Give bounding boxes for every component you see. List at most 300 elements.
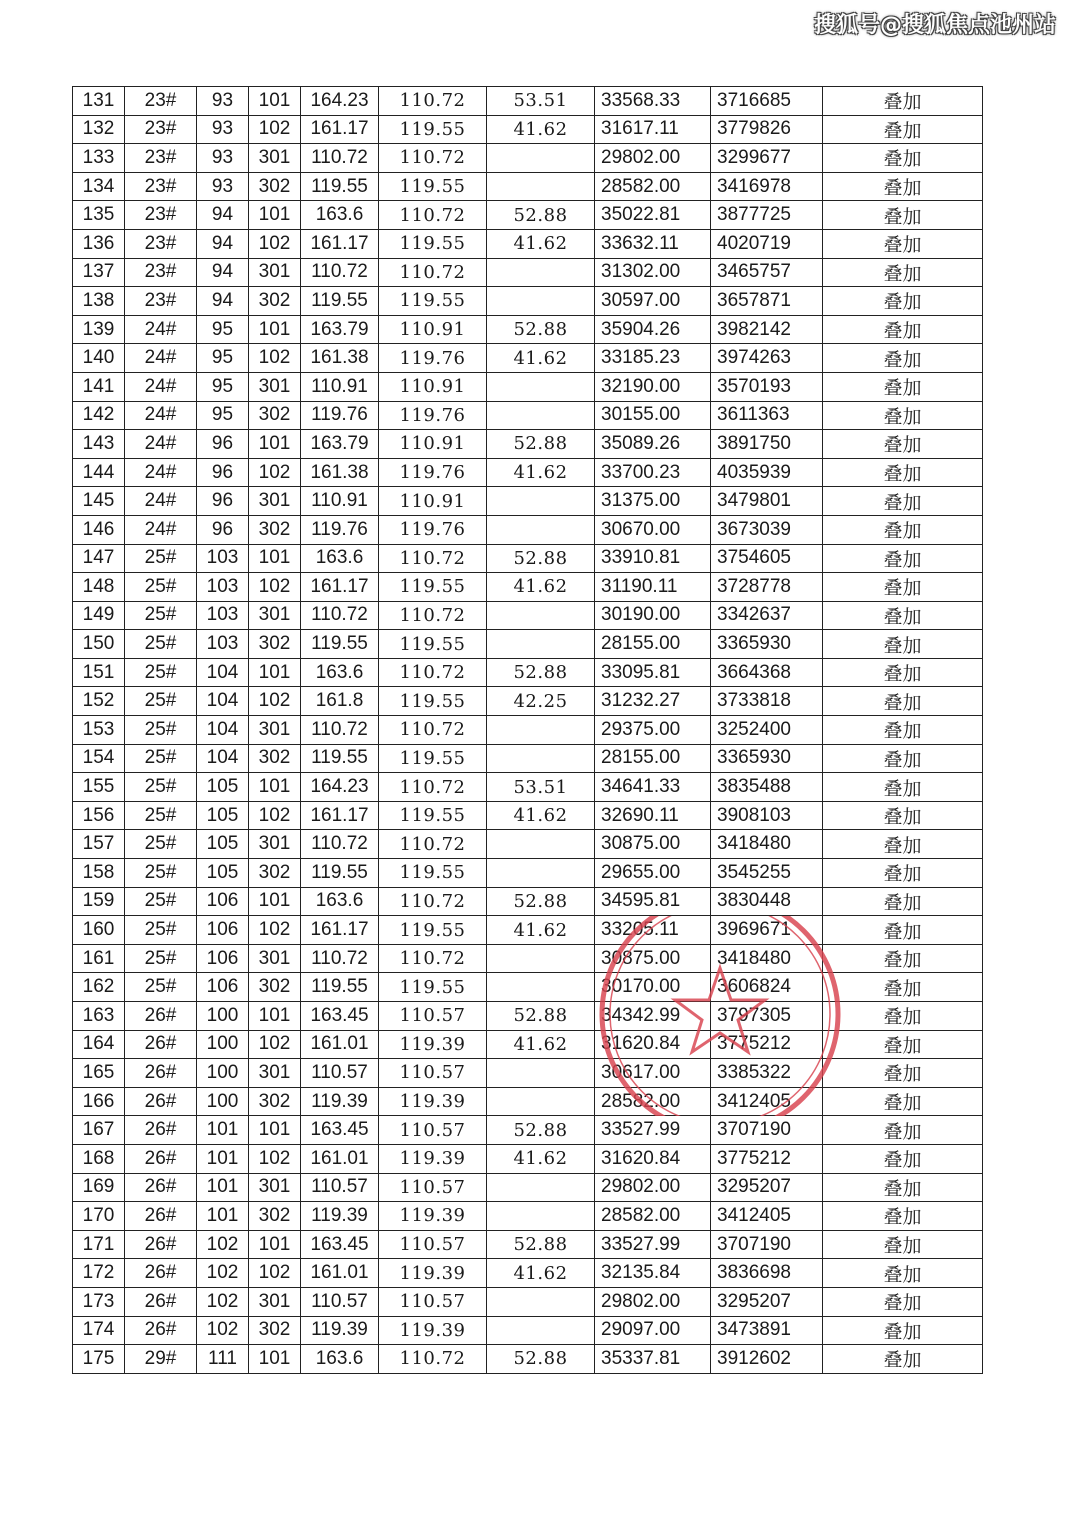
cell-inner-area: 110.72 bbox=[379, 601, 487, 630]
cell-shared-area bbox=[487, 258, 595, 287]
cell-total-price: 3754605 bbox=[711, 544, 823, 573]
cell-area: 119.39 bbox=[301, 1202, 379, 1231]
cell-type: 叠加 bbox=[823, 172, 983, 201]
cell-unit-price: 31232.27 bbox=[595, 687, 711, 716]
cell-building: 25# bbox=[125, 830, 197, 859]
cell-unit-price: 31190.11 bbox=[595, 573, 711, 602]
cell-total-price: 3775212 bbox=[711, 1030, 823, 1059]
cell-room: 102 bbox=[249, 1144, 301, 1173]
cell-shared-area: 41.62 bbox=[487, 458, 595, 487]
cell-unit-price: 31617.11 bbox=[595, 115, 711, 144]
table-row bbox=[73, 716, 983, 745]
cell-area: 163.45 bbox=[301, 1002, 379, 1031]
cell-shared-area: 52.88 bbox=[487, 1116, 595, 1145]
cell-room: 302 bbox=[249, 1316, 301, 1345]
cell-total-price: 3877725 bbox=[711, 201, 823, 230]
cell-area: 110.72 bbox=[301, 830, 379, 859]
cell-unit: 106 bbox=[197, 887, 249, 916]
cell-inner-area: 119.55 bbox=[379, 287, 487, 316]
cell-building: 25# bbox=[125, 687, 197, 716]
cell-shared-area bbox=[487, 944, 595, 973]
cell-room: 301 bbox=[249, 487, 301, 516]
cell-unit: 104 bbox=[197, 716, 249, 745]
cell-total-price: 3545255 bbox=[711, 859, 823, 888]
cell-type: 叠加 bbox=[823, 515, 983, 544]
cell-area: 110.72 bbox=[301, 944, 379, 973]
table-row bbox=[73, 144, 983, 173]
cell-unit: 93 bbox=[197, 144, 249, 173]
cell-inner-area: 110.72 bbox=[379, 87, 487, 116]
cell-seq: 159 bbox=[73, 887, 125, 916]
cell-seq: 153 bbox=[73, 716, 125, 745]
cell-room: 102 bbox=[249, 344, 301, 373]
table-row bbox=[73, 973, 983, 1002]
cell-seq: 164 bbox=[73, 1030, 125, 1059]
cell-unit-price: 30190.00 bbox=[595, 601, 711, 630]
cell-unit-price: 33527.99 bbox=[595, 1230, 711, 1259]
cell-total-price: 3606824 bbox=[711, 973, 823, 1002]
cell-building: 26# bbox=[125, 1202, 197, 1231]
table-row bbox=[73, 1030, 983, 1059]
cell-shared-area: 41.62 bbox=[487, 801, 595, 830]
cell-shared-area bbox=[487, 487, 595, 516]
cell-room: 102 bbox=[249, 573, 301, 602]
watermark-text: 搜狐号@搜狐焦点池州站 bbox=[813, 13, 1056, 38]
cell-unit: 100 bbox=[197, 1087, 249, 1116]
cell-inner-area: 110.72 bbox=[379, 258, 487, 287]
cell-building: 25# bbox=[125, 630, 197, 659]
cell-total-price: 3412405 bbox=[711, 1087, 823, 1116]
cell-unit-price: 34641.33 bbox=[595, 773, 711, 802]
cell-room: 101 bbox=[249, 887, 301, 916]
cell-unit-price: 31620.84 bbox=[595, 1144, 711, 1173]
table-row bbox=[73, 1059, 983, 1088]
cell-area: 119.55 bbox=[301, 172, 379, 201]
cell-type: 叠加 bbox=[823, 1002, 983, 1031]
table-row bbox=[73, 1116, 983, 1145]
cell-inner-area: 110.57 bbox=[379, 1059, 487, 1088]
table-row bbox=[73, 1230, 983, 1259]
cell-inner-area: 119.39 bbox=[379, 1202, 487, 1231]
cell-building: 24# bbox=[125, 315, 197, 344]
cell-seq: 131 bbox=[73, 87, 125, 116]
cell-unit: 96 bbox=[197, 458, 249, 487]
cell-unit: 103 bbox=[197, 544, 249, 573]
cell-unit: 101 bbox=[197, 1144, 249, 1173]
cell-total-price: 3733818 bbox=[711, 687, 823, 716]
cell-room: 302 bbox=[249, 630, 301, 659]
cell-seq: 145 bbox=[73, 487, 125, 516]
cell-room: 301 bbox=[249, 258, 301, 287]
cell-room: 102 bbox=[249, 1259, 301, 1288]
table-row bbox=[73, 859, 983, 888]
cell-building: 26# bbox=[125, 1030, 197, 1059]
cell-unit: 103 bbox=[197, 630, 249, 659]
cell-unit-price: 31620.84 bbox=[595, 1030, 711, 1059]
cell-shared-area: 41.62 bbox=[487, 344, 595, 373]
cell-unit-price: 30670.00 bbox=[595, 515, 711, 544]
cell-unit-price: 35337.81 bbox=[595, 1345, 711, 1374]
cell-seq: 151 bbox=[73, 658, 125, 687]
cell-shared-area: 52.88 bbox=[487, 1230, 595, 1259]
cell-unit-price: 28582.00 bbox=[595, 1087, 711, 1116]
cell-building: 24# bbox=[125, 430, 197, 459]
cell-total-price: 3707190 bbox=[711, 1230, 823, 1259]
cell-unit-price: 33527.99 bbox=[595, 1116, 711, 1145]
table-body bbox=[73, 87, 983, 1374]
cell-inner-area: 110.57 bbox=[379, 1287, 487, 1316]
cell-building: 25# bbox=[125, 716, 197, 745]
cell-type: 叠加 bbox=[823, 887, 983, 916]
cell-room: 101 bbox=[249, 544, 301, 573]
cell-seq: 150 bbox=[73, 630, 125, 659]
cell-unit-price: 33185.23 bbox=[595, 344, 711, 373]
cell-shared-area bbox=[487, 601, 595, 630]
cell-shared-area bbox=[487, 1316, 595, 1345]
cell-area: 161.01 bbox=[301, 1144, 379, 1173]
cell-inner-area: 110.72 bbox=[379, 658, 487, 687]
cell-unit-price: 32690.11 bbox=[595, 801, 711, 830]
cell-seq: 174 bbox=[73, 1316, 125, 1345]
cell-shared-area bbox=[487, 144, 595, 173]
cell-building: 26# bbox=[125, 1144, 197, 1173]
cell-inner-area: 110.72 bbox=[379, 944, 487, 973]
cell-inner-area: 119.55 bbox=[379, 973, 487, 1002]
cell-building: 24# bbox=[125, 401, 197, 430]
cell-shared-area bbox=[487, 401, 595, 430]
table-row bbox=[73, 1316, 983, 1345]
cell-area: 119.55 bbox=[301, 630, 379, 659]
cell-building: 23# bbox=[125, 115, 197, 144]
cell-total-price: 3295207 bbox=[711, 1287, 823, 1316]
cell-building: 26# bbox=[125, 1087, 197, 1116]
table-row bbox=[73, 1087, 983, 1116]
cell-seq: 173 bbox=[73, 1287, 125, 1316]
table-row bbox=[73, 401, 983, 430]
cell-shared-area bbox=[487, 830, 595, 859]
cell-seq: 157 bbox=[73, 830, 125, 859]
table-row bbox=[73, 1287, 983, 1316]
cell-inner-area: 119.76 bbox=[379, 458, 487, 487]
cell-total-price: 3295207 bbox=[711, 1173, 823, 1202]
cell-type: 叠加 bbox=[823, 1345, 983, 1374]
cell-total-price: 3412405 bbox=[711, 1202, 823, 1231]
cell-type: 叠加 bbox=[823, 372, 983, 401]
table-row bbox=[73, 601, 983, 630]
cell-room: 302 bbox=[249, 744, 301, 773]
cell-unit: 102 bbox=[197, 1259, 249, 1288]
cell-seq: 137 bbox=[73, 258, 125, 287]
cell-type: 叠加 bbox=[823, 201, 983, 230]
table-row bbox=[73, 372, 983, 401]
cell-type: 叠加 bbox=[823, 830, 983, 859]
cell-shared-area bbox=[487, 1202, 595, 1231]
cell-area: 119.76 bbox=[301, 515, 379, 544]
cell-type: 叠加 bbox=[823, 1087, 983, 1116]
cell-type: 叠加 bbox=[823, 1287, 983, 1316]
cell-area: 110.72 bbox=[301, 144, 379, 173]
cell-unit: 106 bbox=[197, 944, 249, 973]
table-row bbox=[73, 87, 983, 116]
cell-room: 101 bbox=[249, 87, 301, 116]
cell-inner-area: 119.55 bbox=[379, 630, 487, 659]
cell-total-price: 3982142 bbox=[711, 315, 823, 344]
cell-room: 301 bbox=[249, 716, 301, 745]
cell-type: 叠加 bbox=[823, 801, 983, 830]
cell-room: 302 bbox=[249, 401, 301, 430]
cell-shared-area: 53.51 bbox=[487, 87, 595, 116]
cell-seq: 169 bbox=[73, 1173, 125, 1202]
table-row bbox=[73, 201, 983, 230]
cell-total-price: 3385322 bbox=[711, 1059, 823, 1088]
cell-seq: 141 bbox=[73, 372, 125, 401]
cell-inner-area: 110.72 bbox=[379, 1345, 487, 1374]
cell-seq: 143 bbox=[73, 430, 125, 459]
cell-building: 23# bbox=[125, 229, 197, 258]
cell-unit: 101 bbox=[197, 1173, 249, 1202]
cell-unit-price: 31302.00 bbox=[595, 258, 711, 287]
cell-shared-area: 41.62 bbox=[487, 573, 595, 602]
cell-unit: 93 bbox=[197, 115, 249, 144]
cell-total-price: 3418480 bbox=[711, 830, 823, 859]
cell-room: 302 bbox=[249, 287, 301, 316]
cell-shared-area bbox=[487, 1087, 595, 1116]
cell-seq: 146 bbox=[73, 515, 125, 544]
cell-seq: 175 bbox=[73, 1345, 125, 1374]
cell-unit-price: 33632.11 bbox=[595, 229, 711, 258]
table-row bbox=[73, 1345, 983, 1374]
cell-type: 叠加 bbox=[823, 1259, 983, 1288]
cell-unit-price: 29802.00 bbox=[595, 144, 711, 173]
cell-seq: 154 bbox=[73, 744, 125, 773]
cell-inner-area: 110.72 bbox=[379, 201, 487, 230]
cell-building: 26# bbox=[125, 1116, 197, 1145]
cell-total-price: 3365930 bbox=[711, 630, 823, 659]
cell-unit-price: 32135.84 bbox=[595, 1259, 711, 1288]
cell-room: 301 bbox=[249, 1059, 301, 1088]
cell-unit: 105 bbox=[197, 773, 249, 802]
cell-area: 163.6 bbox=[301, 887, 379, 916]
cell-room: 101 bbox=[249, 1230, 301, 1259]
cell-area: 161.17 bbox=[301, 115, 379, 144]
cell-building: 25# bbox=[125, 601, 197, 630]
cell-total-price: 3797305 bbox=[711, 1002, 823, 1031]
cell-seq: 140 bbox=[73, 344, 125, 373]
cell-type: 叠加 bbox=[823, 687, 983, 716]
cell-seq: 163 bbox=[73, 1002, 125, 1031]
cell-shared-area bbox=[487, 744, 595, 773]
cell-inner-area: 119.55 bbox=[379, 744, 487, 773]
cell-unit-price: 29802.00 bbox=[595, 1173, 711, 1202]
cell-area: 161.38 bbox=[301, 458, 379, 487]
cell-type: 叠加 bbox=[823, 573, 983, 602]
cell-inner-area: 119.39 bbox=[379, 1316, 487, 1345]
cell-inner-area: 119.55 bbox=[379, 229, 487, 258]
cell-room: 302 bbox=[249, 1202, 301, 1231]
cell-shared-area bbox=[487, 287, 595, 316]
cell-total-price: 3611363 bbox=[711, 401, 823, 430]
cell-inner-area: 110.72 bbox=[379, 887, 487, 916]
cell-unit-price: 35089.26 bbox=[595, 430, 711, 459]
cell-inner-area: 110.72 bbox=[379, 144, 487, 173]
cell-unit: 101 bbox=[197, 1116, 249, 1145]
cell-shared-area bbox=[487, 515, 595, 544]
cell-building: 25# bbox=[125, 887, 197, 916]
cell-seq: 139 bbox=[73, 315, 125, 344]
cell-building: 23# bbox=[125, 87, 197, 116]
cell-total-price: 3416978 bbox=[711, 172, 823, 201]
cell-shared-area bbox=[487, 716, 595, 745]
cell-unit: 104 bbox=[197, 658, 249, 687]
cell-room: 102 bbox=[249, 916, 301, 945]
cell-total-price: 3728778 bbox=[711, 573, 823, 602]
cell-room: 101 bbox=[249, 773, 301, 802]
cell-area: 163.45 bbox=[301, 1230, 379, 1259]
cell-inner-area: 119.39 bbox=[379, 1030, 487, 1059]
cell-type: 叠加 bbox=[823, 716, 983, 745]
cell-total-price: 3835488 bbox=[711, 773, 823, 802]
cell-area: 110.57 bbox=[301, 1059, 379, 1088]
cell-type: 叠加 bbox=[823, 344, 983, 373]
cell-total-price: 3299677 bbox=[711, 144, 823, 173]
cell-room: 301 bbox=[249, 1173, 301, 1202]
cell-inner-area: 110.91 bbox=[379, 487, 487, 516]
cell-building: 26# bbox=[125, 1259, 197, 1288]
cell-shared-area: 41.62 bbox=[487, 1030, 595, 1059]
cell-building: 25# bbox=[125, 801, 197, 830]
cell-type: 叠加 bbox=[823, 773, 983, 802]
cell-unit: 105 bbox=[197, 801, 249, 830]
cell-seq: 136 bbox=[73, 229, 125, 258]
cell-unit: 95 bbox=[197, 401, 249, 430]
cell-unit: 101 bbox=[197, 1202, 249, 1231]
cell-seq: 168 bbox=[73, 1144, 125, 1173]
cell-unit: 96 bbox=[197, 515, 249, 544]
cell-room: 302 bbox=[249, 515, 301, 544]
cell-shared-area: 41.62 bbox=[487, 229, 595, 258]
cell-type: 叠加 bbox=[823, 115, 983, 144]
cell-total-price: 3664368 bbox=[711, 658, 823, 687]
table-row bbox=[73, 1002, 983, 1031]
cell-inner-area: 119.55 bbox=[379, 172, 487, 201]
cell-total-price: 3707190 bbox=[711, 1116, 823, 1145]
cell-total-price: 3969671 bbox=[711, 916, 823, 945]
cell-shared-area: 52.88 bbox=[487, 201, 595, 230]
cell-unit-price: 33095.81 bbox=[595, 658, 711, 687]
table-row bbox=[73, 229, 983, 258]
cell-area: 119.55 bbox=[301, 744, 379, 773]
cell-room: 301 bbox=[249, 601, 301, 630]
cell-room: 102 bbox=[249, 458, 301, 487]
cell-seq: 149 bbox=[73, 601, 125, 630]
cell-type: 叠加 bbox=[823, 401, 983, 430]
cell-building: 23# bbox=[125, 172, 197, 201]
cell-unit: 111 bbox=[197, 1345, 249, 1374]
cell-type: 叠加 bbox=[823, 1059, 983, 1088]
cell-building: 29# bbox=[125, 1345, 197, 1374]
cell-room: 301 bbox=[249, 1287, 301, 1316]
cell-room: 302 bbox=[249, 859, 301, 888]
cell-room: 301 bbox=[249, 144, 301, 173]
cell-inner-area: 119.76 bbox=[379, 515, 487, 544]
table-row bbox=[73, 830, 983, 859]
table-row bbox=[73, 944, 983, 973]
table-row bbox=[73, 1173, 983, 1202]
cell-unit-price: 33568.33 bbox=[595, 87, 711, 116]
cell-inner-area: 119.55 bbox=[379, 916, 487, 945]
cell-type: 叠加 bbox=[823, 229, 983, 258]
cell-shared-area: 52.88 bbox=[487, 544, 595, 573]
cell-area: 164.23 bbox=[301, 87, 379, 116]
cell-building: 23# bbox=[125, 258, 197, 287]
table-row bbox=[73, 172, 983, 201]
cell-inner-area: 119.55 bbox=[379, 687, 487, 716]
cell-building: 26# bbox=[125, 1002, 197, 1031]
cell-area: 163.6 bbox=[301, 201, 379, 230]
cell-area: 161.17 bbox=[301, 229, 379, 258]
cell-inner-area: 110.57 bbox=[379, 1173, 487, 1202]
cell-type: 叠加 bbox=[823, 87, 983, 116]
cell-area: 161.17 bbox=[301, 916, 379, 945]
table-row bbox=[73, 744, 983, 773]
cell-total-price: 4020719 bbox=[711, 229, 823, 258]
cell-type: 叠加 bbox=[823, 1116, 983, 1145]
cell-unit-price: 34342.99 bbox=[595, 1002, 711, 1031]
cell-shared-area bbox=[487, 1173, 595, 1202]
cell-seq: 148 bbox=[73, 573, 125, 602]
cell-seq: 155 bbox=[73, 773, 125, 802]
table-row bbox=[73, 1144, 983, 1173]
table-row bbox=[73, 687, 983, 716]
cell-room: 101 bbox=[249, 430, 301, 459]
cell-seq: 144 bbox=[73, 458, 125, 487]
cell-unit: 106 bbox=[197, 973, 249, 1002]
cell-unit-price: 33205.11 bbox=[595, 916, 711, 945]
cell-total-price: 3716685 bbox=[711, 87, 823, 116]
cell-type: 叠加 bbox=[823, 144, 983, 173]
cell-inner-area: 110.57 bbox=[379, 1116, 487, 1145]
cell-inner-area: 110.72 bbox=[379, 716, 487, 745]
cell-seq: 172 bbox=[73, 1259, 125, 1288]
cell-unit: 95 bbox=[197, 372, 249, 401]
cell-unit-price: 28582.00 bbox=[595, 172, 711, 201]
cell-type: 叠加 bbox=[823, 658, 983, 687]
cell-building: 26# bbox=[125, 1173, 197, 1202]
cell-seq: 156 bbox=[73, 801, 125, 830]
cell-area: 119.76 bbox=[301, 401, 379, 430]
cell-inner-area: 110.72 bbox=[379, 544, 487, 573]
cell-unit-price: 30875.00 bbox=[595, 944, 711, 973]
cell-building: 25# bbox=[125, 744, 197, 773]
cell-inner-area: 119.39 bbox=[379, 1087, 487, 1116]
cell-building: 23# bbox=[125, 201, 197, 230]
cell-inner-area: 110.72 bbox=[379, 830, 487, 859]
cell-area: 119.55 bbox=[301, 287, 379, 316]
cell-total-price: 3479801 bbox=[711, 487, 823, 516]
cell-unit: 102 bbox=[197, 1230, 249, 1259]
cell-area: 119.55 bbox=[301, 973, 379, 1002]
cell-unit: 100 bbox=[197, 1030, 249, 1059]
cell-seq: 158 bbox=[73, 859, 125, 888]
cell-type: 叠加 bbox=[823, 1202, 983, 1231]
cell-building: 25# bbox=[125, 773, 197, 802]
cell-seq: 162 bbox=[73, 973, 125, 1002]
cell-area: 161.01 bbox=[301, 1030, 379, 1059]
cell-inner-area: 119.76 bbox=[379, 401, 487, 430]
cell-seq: 161 bbox=[73, 944, 125, 973]
cell-shared-area: 52.88 bbox=[487, 315, 595, 344]
cell-area: 119.39 bbox=[301, 1087, 379, 1116]
